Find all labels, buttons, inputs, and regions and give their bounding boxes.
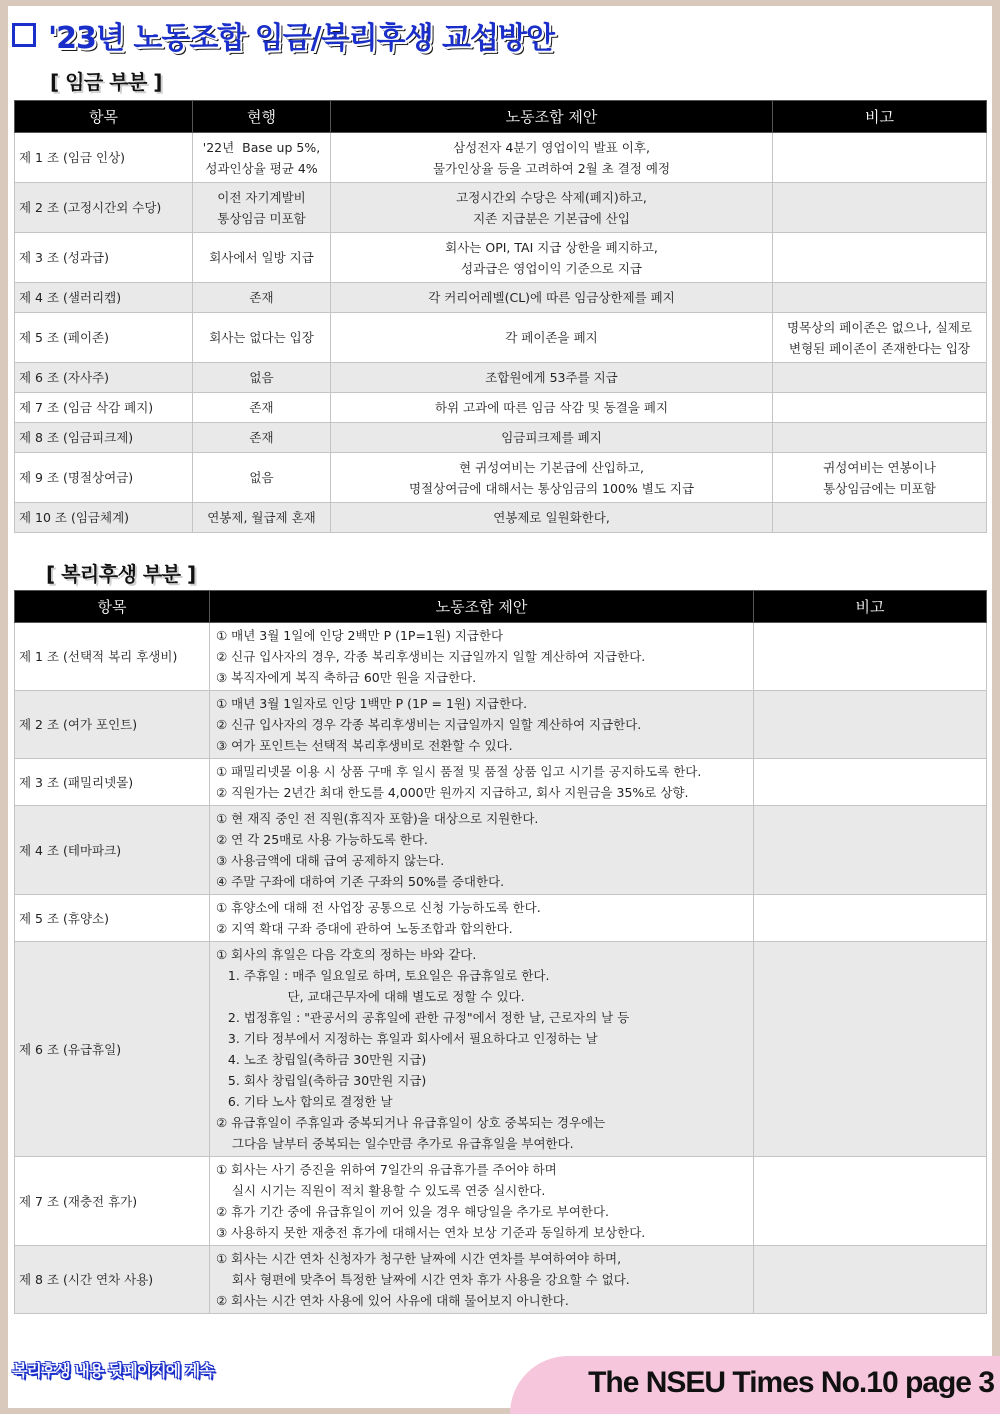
wage-current-cell-line: 존재 bbox=[249, 430, 274, 445]
wage-current-cell-line: 회사는 없다는 입장 bbox=[209, 330, 314, 345]
wage-current-cell bbox=[193, 453, 331, 503]
wage-row bbox=[15, 503, 987, 533]
wage-row bbox=[15, 313, 987, 363]
wage-row bbox=[15, 233, 987, 283]
wage-proposal-cell-line: 각 커리어레벨(CL)에 따른 임금상한제를 폐지 bbox=[428, 290, 675, 305]
page-title: '23년 노동조합 임금/복리후생 교섭방안 bbox=[48, 21, 554, 56]
wage-note-cell bbox=[773, 183, 987, 233]
wage-current-cell bbox=[193, 183, 331, 233]
wage-table bbox=[14, 100, 987, 533]
wage-note-cell-line: 귀성여비는 연봉이나 bbox=[823, 459, 936, 475]
header-note: 비고 bbox=[754, 591, 987, 623]
welfare-note-cell bbox=[754, 806, 987, 895]
wage-current-cell-line: 회사에서 일방 지급 bbox=[209, 250, 314, 265]
wage-current-cell-line: '22년 Base up 5%, bbox=[202, 139, 321, 155]
header-proposal: 노동조합 제안 bbox=[331, 101, 773, 133]
welfare-proposal-cell-line: ② 유급휴일이 주휴일과 중복되거나 유급휴일이 상호 중복되는 경우에는 bbox=[216, 1115, 606, 1130]
welfare-proposal-cell-line: 실시 시기는 직원이 적치 활용할 수 있도록 연중 실시한다. bbox=[216, 1183, 546, 1198]
welfare-item-cell: 제 8 조 (시간 연차 사용) bbox=[15, 1246, 210, 1314]
wage-proposal-cell-line: 현 귀성여비는 기본급에 산입하고, bbox=[459, 459, 644, 475]
wage-item-cell: 제 5 조 (페이존) bbox=[15, 313, 193, 363]
welfare-proposal-cell-line: ① 휴양소에 대해 전 사업장 공통으로 신청 가능하도록 한다. bbox=[216, 900, 541, 915]
welfare-proposal-cell-line: ① 현 재직 중인 전 직원(휴직자 포함)을 대상으로 지원한다. bbox=[216, 811, 539, 826]
welfare-proposal-cell-line: 단, 교대근무자에 대해 별도로 정할 수 있다. bbox=[216, 989, 525, 1004]
wage-proposal-cell-line: 성과급은 영업이익 기준으로 지급 bbox=[461, 260, 642, 276]
welfare-proposal-cell-line: ① 매년 3월 1일자로 인당 1백만 P (1P = 1원) 지급한다. bbox=[216, 696, 528, 711]
wage-item-cell: 제 9 조 (명절상여금) bbox=[15, 453, 193, 503]
wage-proposal-cell bbox=[331, 423, 773, 453]
welfare-proposal-cell-line: ① 매년 3월 1일에 인당 2백만 P (1P=1원) 지급한다 bbox=[216, 628, 504, 643]
wage-item-cell: 제 4 조 (샐러리캡) bbox=[15, 283, 193, 313]
checkbox-square-icon bbox=[12, 23, 36, 47]
wage-current-cell-line: 통상임금 미포함 bbox=[217, 210, 306, 226]
welfare-note-cell bbox=[754, 623, 987, 691]
welfare-proposal-cell-line: 4. 노조 창립일(축하금 30만원 지급) bbox=[216, 1052, 427, 1067]
wage-proposal-cell-line: 고정시간외 수당은 삭제(폐지)하고, bbox=[456, 189, 647, 205]
wage-current-cell-line: 성과인상율 평균 4% bbox=[205, 160, 318, 176]
wage-proposal-cell bbox=[331, 503, 773, 533]
wage-current-cell bbox=[193, 133, 331, 183]
welfare-proposal-cell-line: ③ 여가 포인트는 선택적 복리후생비로 전환할 수 있다. bbox=[216, 738, 513, 753]
welfare-row bbox=[15, 1246, 987, 1314]
welfare-proposal-cell bbox=[210, 942, 754, 1157]
wage-row bbox=[15, 363, 987, 393]
welfare-proposal-cell-line: ② 휴가 기간 중에 유급휴일이 끼어 있을 경우 해당일을 추가로 부여한다. bbox=[216, 1204, 610, 1219]
welfare-item-cell: 제 2 조 (여가 포인트) bbox=[15, 691, 210, 759]
welfare-proposal-cell-line: ① 회사는 시간 연차 신청자가 청구한 날짜에 시간 연차를 부여하여야 하며, bbox=[216, 1251, 622, 1266]
welfare-item-cell: 제 1 조 (선택적 복리 후생비) bbox=[15, 623, 210, 691]
header-note: 비고 bbox=[773, 101, 987, 133]
header-current: 현행 bbox=[193, 101, 331, 133]
welfare-proposal-cell-line: ④ 주말 구좌에 대하여 기존 구좌의 50%를 증대한다. bbox=[216, 874, 505, 889]
welfare-table-header bbox=[15, 591, 987, 623]
welfare-row bbox=[15, 942, 987, 1157]
wage-item-cell: 제 3 조 (성과급) bbox=[15, 233, 193, 283]
wage-current-cell-line: 없음 bbox=[249, 370, 274, 385]
wage-row bbox=[15, 453, 987, 503]
wage-note-cell bbox=[773, 313, 987, 363]
welfare-row bbox=[15, 1157, 987, 1246]
wage-proposal-cell-line: 하위 고과에 따른 임금 삭감 및 동결을 폐지 bbox=[434, 400, 669, 415]
welfare-proposal-cell-line: 6. 기타 노사 합의로 결정한 날 bbox=[216, 1094, 393, 1109]
welfare-proposal-cell-line: 2. 법정휴일 : "관공서의 공휴일에 관한 규정"에서 정한 날, 근로자의 날 등 bbox=[216, 1010, 630, 1025]
welfare-proposal-cell bbox=[210, 1157, 754, 1246]
header-item: 항목 bbox=[15, 591, 210, 623]
welfare-proposal-cell-line: ① 패밀리넷몰 이용 시 상품 구매 후 일시 품절 및 품절 상품 입고 시기를 공지하도록 한다. bbox=[216, 764, 702, 779]
welfare-proposal-cell-line: ① 회사는 사기 증진을 위하여 7일간의 유급휴가를 주어야 하며 bbox=[216, 1162, 557, 1177]
welfare-proposal-cell-line: ② 신규 입사자의 경우 각종 복리후생비는 지급일까지 일할 계산하여 지급한다. bbox=[216, 717, 642, 732]
welfare-proposal-cell-line: 1. 주휴일 : 매주 일요일로 하며, 토요일은 유급휴일로 한다. bbox=[216, 968, 550, 983]
wage-proposal-cell bbox=[331, 453, 773, 503]
welfare-proposal-cell-line: ② 회사는 시간 연차 사용에 있어 사유에 대해 물어보지 아니한다. bbox=[216, 1293, 569, 1308]
welfare-item-cell: 제 5 조 (휴양소) bbox=[15, 895, 210, 942]
welfare-note-cell bbox=[754, 1246, 987, 1314]
welfare-proposal-cell-line: 그다음 날부터 중복되는 일수만큼 추가로 유급휴일을 부여한다. bbox=[216, 1136, 574, 1151]
wage-current-cell-line: 연봉제, 월급제 혼재 bbox=[207, 510, 316, 525]
wage-current-cell bbox=[193, 423, 331, 453]
welfare-section-heading: [ 복리후생 부분 ] bbox=[46, 562, 196, 586]
welfare-proposal-cell-line: ② 지역 확대 구좌 증대에 관하여 노동조합과 합의한다. bbox=[216, 921, 513, 936]
header-proposal: 노동조합 제안 bbox=[210, 591, 754, 623]
wage-row bbox=[15, 133, 987, 183]
welfare-note-cell bbox=[754, 942, 987, 1157]
wage-proposal-cell bbox=[331, 363, 773, 393]
wage-proposal-cell-line: 지존 지급분은 기본급에 산입 bbox=[473, 210, 630, 226]
welfare-proposal-cell bbox=[210, 691, 754, 759]
wage-item-cell: 제 2 조 (고정시간외 수당) bbox=[15, 183, 193, 233]
wage-note-cell bbox=[773, 233, 987, 283]
welfare-proposal-cell-line: ② 직원가는 2년간 최대 한도를 4,000만 원까지 지급하고, 회사 지원금을 35%로 상향. bbox=[216, 785, 689, 800]
welfare-proposal-cell bbox=[210, 623, 754, 691]
header-item: 항목 bbox=[15, 101, 193, 133]
welfare-proposal-cell-line: ③ 복직자에게 복직 축하금 60만 원을 지급한다. bbox=[216, 670, 477, 685]
wage-proposal-cell-line: 물가인상율 등을 고려하여 2월 초 결정 예정 bbox=[432, 160, 671, 176]
wage-current-cell-line: 존재 bbox=[249, 290, 274, 305]
wage-current-cell bbox=[193, 363, 331, 393]
wage-row bbox=[15, 183, 987, 233]
wage-proposal-cell bbox=[331, 233, 773, 283]
welfare-proposal-cell-line: ② 신규 입사자의 경우, 각종 복리후생비는 지급일까지 일할 계산하여 지급한다. bbox=[216, 649, 646, 664]
wage-current-cell bbox=[193, 503, 331, 533]
wage-note-cell bbox=[773, 503, 987, 533]
welfare-row bbox=[15, 895, 987, 942]
wage-proposal-cell-line: 각 페이존을 폐지 bbox=[505, 330, 598, 345]
wage-row bbox=[15, 423, 987, 453]
wage-item-cell: 제 1 조 (임금 인상) bbox=[15, 133, 193, 183]
welfare-row bbox=[15, 623, 987, 691]
wage-current-cell bbox=[193, 283, 331, 313]
wage-current-cell bbox=[193, 233, 331, 283]
wage-item-cell: 제 7 조 (임금 삭감 폐지) bbox=[15, 393, 193, 423]
welfare-proposal-cell-line: ① 회사의 휴일은 다음 각호의 정하는 바와 같다. bbox=[216, 947, 477, 962]
welfare-proposal-cell-line: 5. 회사 창립일(축하금 30만원 지급) bbox=[216, 1073, 427, 1088]
wage-note-cell-line: 명목상의 페이존은 없으나, 실제로 bbox=[787, 319, 972, 335]
wage-proposal-cell-line: 삼성전자 4분기 영업이익 발표 이후, bbox=[453, 139, 650, 155]
wage-note-cell bbox=[773, 363, 987, 393]
wage-proposal-cell bbox=[331, 183, 773, 233]
wage-proposal-cell-line: 임금피크제를 폐지 bbox=[501, 430, 602, 445]
welfare-item-cell: 제 4 조 (테마파크) bbox=[15, 806, 210, 895]
welfare-note-cell bbox=[754, 895, 987, 942]
wage-current-cell bbox=[193, 393, 331, 423]
welfare-proposal-cell bbox=[210, 806, 754, 895]
welfare-item-cell: 제 6 조 (유급휴일) bbox=[15, 942, 210, 1157]
welfare-proposal-cell bbox=[210, 759, 754, 806]
welfare-proposal-cell-line: ② 연 각 25매로 사용 가능하도록 한다. bbox=[216, 832, 428, 847]
wage-proposal-cell bbox=[331, 313, 773, 363]
wage-section-heading: [ 임금 부분 ] bbox=[50, 70, 162, 94]
welfare-note-cell bbox=[754, 1157, 987, 1246]
wage-current-cell-line: 없음 bbox=[249, 470, 274, 485]
wage-note-cell bbox=[773, 423, 987, 453]
welfare-proposal-cell-line: ③ 사용금액에 대해 급여 공제하지 않는다. bbox=[216, 853, 445, 868]
welfare-proposal-cell-line: ③ 사용하지 못한 재충전 휴가에 대해서는 연차 보상 기준과 동일하게 보상한다. bbox=[216, 1225, 646, 1240]
title-row bbox=[12, 12, 554, 58]
publication-label: The NSEU Times No.10 page 3 bbox=[588, 1366, 994, 1399]
wage-current-cell-line: 이전 자기계발비 bbox=[217, 189, 306, 205]
wage-current-cell-line: 존재 bbox=[249, 400, 274, 415]
wage-note-cell-line: 통상임금에는 미포함 bbox=[823, 480, 936, 496]
wage-row bbox=[15, 283, 987, 313]
welfare-proposal-cell-line: 회사 형편에 맞추어 특정한 날짜에 시간 연차 휴가 사용을 강요할 수 없다. bbox=[216, 1272, 630, 1287]
welfare-row bbox=[15, 691, 987, 759]
wage-item-cell: 제 8 조 (임금피크제) bbox=[15, 423, 193, 453]
welfare-table bbox=[14, 590, 987, 1314]
wage-current-cell bbox=[193, 313, 331, 363]
welfare-item-cell: 제 7 조 (재충전 휴가) bbox=[15, 1157, 210, 1246]
wage-item-cell: 제 6 조 (자사주) bbox=[15, 363, 193, 393]
wage-proposal-cell bbox=[331, 283, 773, 313]
welfare-note-cell bbox=[754, 759, 987, 806]
wage-proposal-cell-line: 회사는 OPI, TAI 지급 상한을 폐지하고, bbox=[445, 239, 658, 255]
wage-note-cell bbox=[773, 453, 987, 503]
wage-proposal-cell-line: 조합원에게 53주를 지급 bbox=[485, 370, 618, 385]
welfare-row bbox=[15, 759, 987, 806]
welfare-item-cell: 제 3 조 (패밀리넷몰) bbox=[15, 759, 210, 806]
wage-proposal-cell bbox=[331, 393, 773, 423]
welfare-proposal-cell bbox=[210, 1246, 754, 1314]
continued-note: 복리후생 내용 뒷페이지에 계속 bbox=[12, 1361, 214, 1380]
wage-note-cell-line: 변형된 페이존이 존재한다는 입장 bbox=[789, 340, 970, 356]
wage-row bbox=[15, 393, 987, 423]
wage-note-cell bbox=[773, 393, 987, 423]
welfare-proposal-cell bbox=[210, 895, 754, 942]
wage-note-cell bbox=[773, 283, 987, 313]
wage-item-cell: 제 10 조 (임금체계) bbox=[15, 503, 193, 533]
welfare-proposal-cell-line: 3. 기타 정부에서 지정하는 휴일과 회사에서 필요하다고 인정하는 날 bbox=[216, 1031, 598, 1046]
wage-proposal-cell-line: 연봉제로 일원화한다, bbox=[493, 510, 610, 525]
wage-proposal-cell-line: 명절상여금에 대해서는 통상임금의 100% 별도 지급 bbox=[408, 480, 695, 496]
wage-note-cell bbox=[773, 133, 987, 183]
wage-table-header bbox=[15, 101, 987, 133]
welfare-note-cell bbox=[754, 691, 987, 759]
welfare-row bbox=[15, 806, 987, 895]
wage-proposal-cell bbox=[331, 133, 773, 183]
